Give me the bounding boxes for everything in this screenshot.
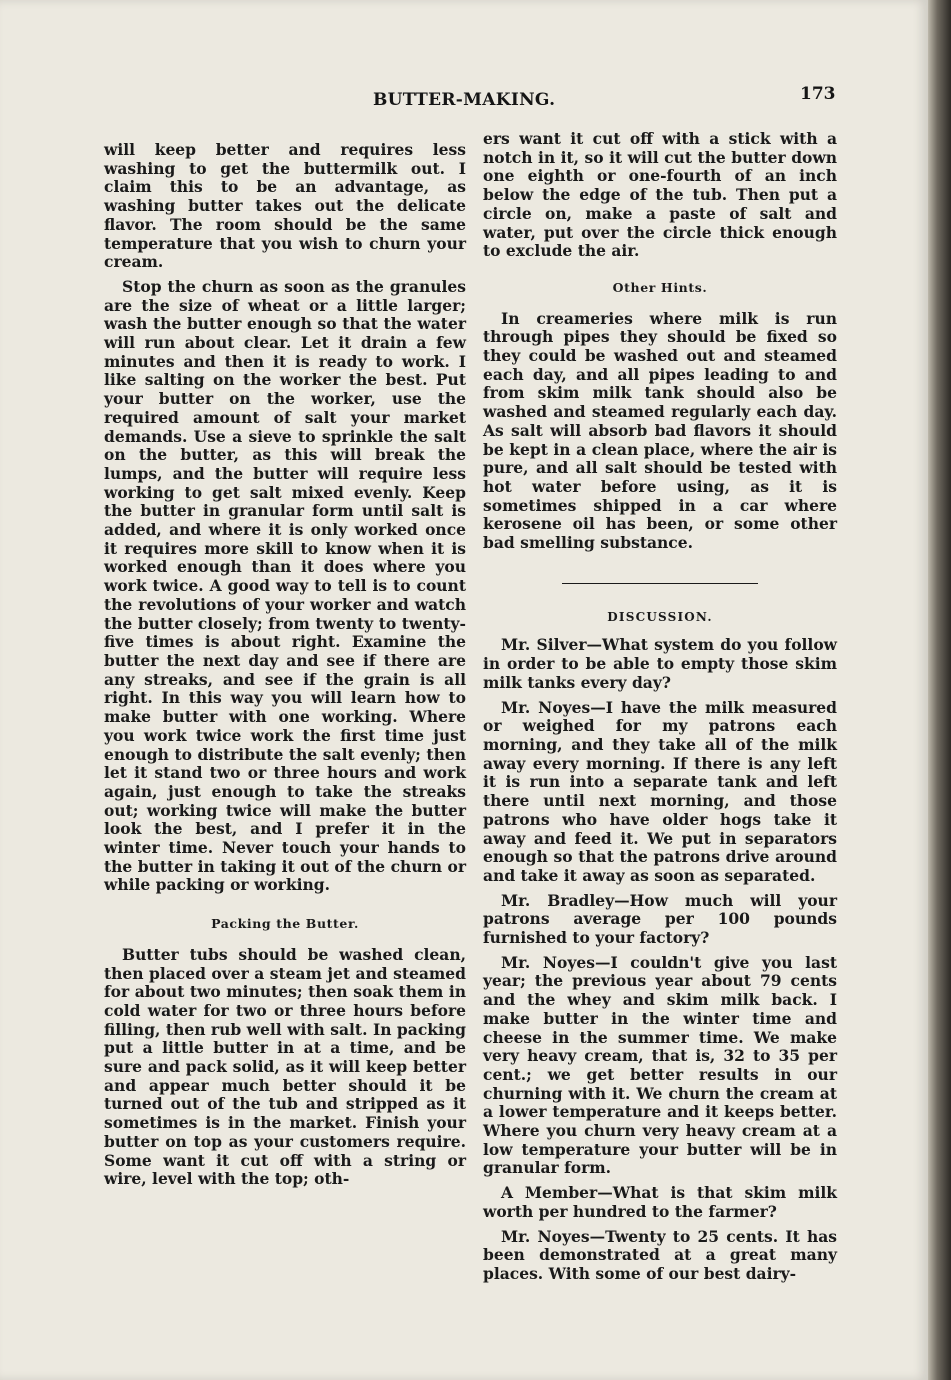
paragraph: Butter tubs should be washed clean, then placed over a steam jet and steamed for about two minutes; then soak them in cold water for two or three hours before filling, then rub well with salt. In packing put a little butter in at a time, and be sure and pack solid, as it will keep better and appear much better should it be turned out of the tub and stripped as it sometimes is in the market. Finish your butter on top as your customers require. Some want it cut off with a string or wire, level with the top; oth- <box>104 944 466 1189</box>
page-number: 173 <box>800 84 836 104</box>
page-edge-shadow <box>928 0 951 1380</box>
section-heading-discussion: DISCUSSION. <box>607 609 713 624</box>
running-title: BUTTER-MAKING. <box>373 90 556 110</box>
discussion-remark: Mr. Noyes—Twenty to 25 cents. It has been demonstrated at a great many places. With some of our best dairy- <box>483 1226 837 1283</box>
paragraph: Stop the churn as soon as the granules are the size of wheat or a little larger; wash the butter enough so that the water will run about clear. Let it drain a few minutes and then it is ready to work. I like salting on the worker the best. Put your butter on the worker, use the required amount of salt your market demands. Use a sieve to sprinkle the salt on the butter, as this will break the lumps, and the butter will require less working to get salt mixed evenly. Keep the butter in granular form until salt is added, and where it is only worked once it requires more skill to know when it is worked enough than it does where you work twice. A good way to tell is to count the revolutions of your worker and watch the butter closely; from twenty to twenty-five times is about right. Examine the butter the next day and see if there are any streaks, and see if the grain is all right. In this way you will learn how to make butter with one working. Where you work twice work the first time just enough to distribute the salt evenly; then let it stand two or three hours and work again, just enough to take the streaks out; working twice will make the butter look the best, and I prefer it in the winter time. Never touch your hands to the butter in taking it out of the churn or while packing or working. <box>104 276 466 895</box>
discussion-remark: Mr. Noyes—I have the milk measured or weighed for my patrons each morning, and they take all of the milk away every morning. If there is any left it is run into a separate tank and left there until next morning, and those patrons who have older hogs take it away and feed it. We put in separators enough so that the patrons drive around and take it away as soon as separated. <box>483 697 837 885</box>
right-column <box>483 130 837 1284</box>
section-heading-packing: Packing the Butter. <box>211 916 359 932</box>
section-divider <box>562 583 758 584</box>
paragraph: ers want it cut off with a stick with a notch in it, so it will cut the butter down one eighth or one-fourth of an inch below the edge of the tub. Then put a circle on, make a paste of salt and water, put over the circle thick enough to exclude the air. <box>483 129 837 261</box>
discussion-remark: A Member—What is that skim milk worth per hundred to the farmer? <box>483 1183 837 1221</box>
discussion-remark: Mr. Bradley—How much will your patrons average per 100 pounds furnished to your factory? <box>483 890 837 948</box>
paragraph: will keep better and requires less washing to get the buttermilk out. I claim this to be an advantage, as washing butter takes out the delicate flavor. The room should be the same temperature that you wish to churn your cream. <box>104 140 466 272</box>
discussion-remark: Mr. Silver—What system do you follow in order to be able to empty those skim milk tanks every day? <box>483 635 837 692</box>
paragraph: In creameries where milk is run through pipes they should be fixed so they could be washed out and steamed each day, and all pipes leading to and from skim milk tank should also be washed and steamed regularly each day. As salt will absorb bad flavors it should be kept in a clean place, where the air is pure, and all salt should be tested with hot water before using, as it is sometimes shipped in a car where kerosene oil has been, or some other bad smelling substance. <box>483 308 837 553</box>
section-heading-hints: Other Hints. <box>612 279 708 295</box>
discussion-remark: Mr. Noyes—I couldn't give you last year; the previous year about 79 cents and the whey and skim milk back. I make butter in the winter time and cheese in the summer time. We make very heavy cream, that is, 32 to 35 per cent.; we get better results in our churning with it. We churn the cream at a lower temperature and it keeps better. Where you churn very heavy cream at a low temperature your butter will be in granular form. <box>483 952 837 1178</box>
left-column <box>104 141 466 1189</box>
